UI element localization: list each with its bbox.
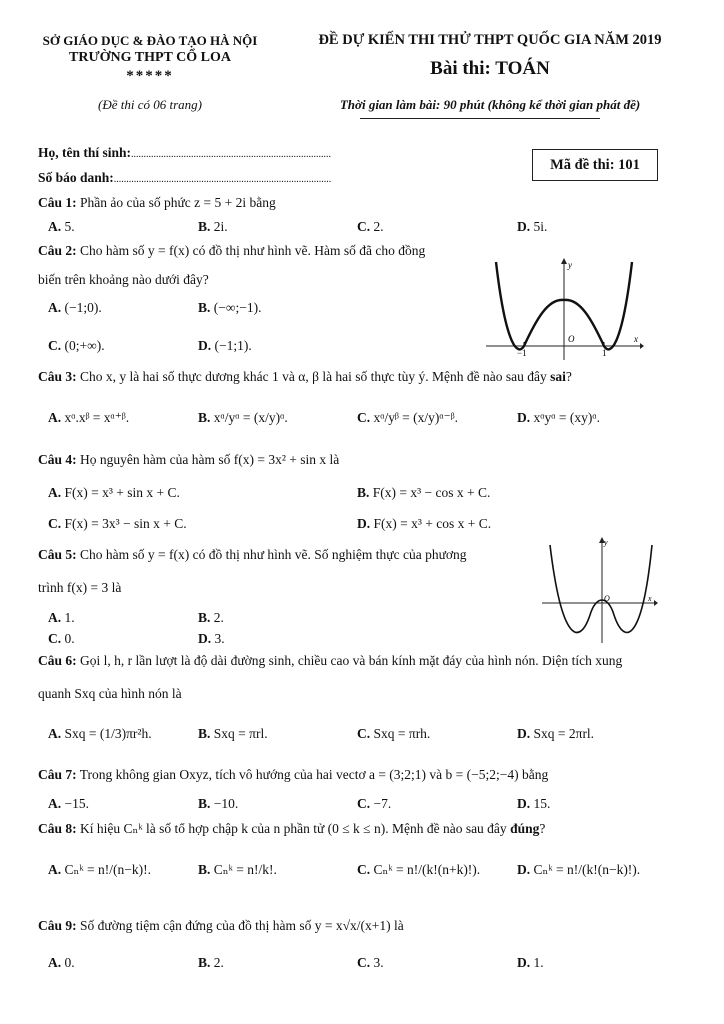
option-value: 2. bbox=[210, 955, 224, 970]
origin-label: O bbox=[568, 334, 575, 344]
q4-option-b[interactable] bbox=[357, 485, 490, 501]
option-letter: D. bbox=[517, 410, 531, 425]
q3-option-a[interactable] bbox=[48, 410, 129, 426]
x-axis-arrow bbox=[640, 343, 644, 349]
option-value: (−∞;−1). bbox=[210, 300, 262, 315]
question-number: Câu 8: bbox=[38, 821, 77, 836]
question-number: Câu 2: bbox=[38, 243, 77, 258]
question-number: Câu 5: bbox=[38, 547, 77, 562]
option-letter: D. bbox=[517, 219, 531, 234]
student-name-dots[interactable]: ................................................................................ bbox=[131, 149, 332, 160]
q3-option-d[interactable] bbox=[517, 410, 600, 426]
option-letter: A. bbox=[48, 955, 62, 970]
option-letter: B. bbox=[198, 726, 211, 741]
question-6-line2: quanh Sxq của hình nón là bbox=[38, 686, 182, 701]
student-id-dots[interactable]: ....................................................................................... bbox=[113, 174, 332, 185]
option-letter: B. bbox=[198, 300, 211, 315]
question-6 bbox=[38, 653, 622, 669]
option-value: 5. bbox=[61, 219, 75, 234]
q8-option-c[interactable] bbox=[357, 862, 480, 878]
question-4 bbox=[38, 452, 339, 468]
q9-option-c[interactable] bbox=[357, 955, 384, 971]
origin-label: O bbox=[604, 594, 610, 603]
student-name-row bbox=[38, 145, 331, 161]
option-value: Sxq = 2πrl. bbox=[530, 726, 595, 741]
question-number: Câu 7: bbox=[38, 767, 77, 782]
option-letter: C. bbox=[357, 862, 371, 877]
option-value: Sxq = (1/3)πr²h. bbox=[61, 726, 152, 741]
question-number: Câu 9: bbox=[38, 918, 77, 933]
option-value: 15. bbox=[530, 796, 551, 811]
option-letter: A. bbox=[48, 610, 62, 625]
option-value: (−1;0). bbox=[61, 300, 102, 315]
option-letter: C. bbox=[357, 796, 371, 811]
q2-option-a[interactable] bbox=[48, 300, 102, 316]
question-number: Câu 3: bbox=[38, 369, 77, 384]
option-value: 2. bbox=[370, 219, 384, 234]
option-letter: A. bbox=[48, 485, 62, 500]
q5-option-a[interactable] bbox=[48, 610, 75, 626]
option-letter: A. bbox=[48, 410, 62, 425]
option-value: F(x) = x³ + sin x + C. bbox=[61, 485, 180, 500]
option-letter: D. bbox=[198, 631, 212, 646]
q8-option-d[interactable] bbox=[517, 862, 640, 878]
time-limit: Thời gian làm bài: 90 phút (không kể thời gian phát đề) bbox=[339, 97, 641, 112]
option-letter: B. bbox=[198, 955, 211, 970]
q1-option-d[interactable] bbox=[517, 219, 547, 235]
question-text: Cho hàm số y = f(x) có đồ thị như hình vẽ. Hàm số đã cho đồng bbox=[80, 243, 426, 258]
q9-option-b[interactable] bbox=[198, 955, 224, 971]
q6-option-c[interactable] bbox=[357, 726, 430, 742]
y-label: y bbox=[568, 260, 572, 270]
dept-name: SỞ GIÁO DỤC & ĐÀO TẠO HÀ NỘI bbox=[42, 33, 258, 48]
q3-option-b[interactable] bbox=[198, 410, 288, 426]
question-9 bbox=[38, 918, 404, 934]
option-letter: B. bbox=[198, 862, 211, 877]
q2-option-b[interactable] bbox=[198, 300, 261, 316]
option-letter: C. bbox=[48, 631, 62, 646]
question-emphasis: đúng bbox=[510, 821, 540, 836]
x-label: x bbox=[648, 594, 652, 603]
option-letter: D. bbox=[517, 726, 531, 741]
question-number: Câu 1: bbox=[38, 195, 77, 210]
option-letter: A. bbox=[48, 726, 62, 741]
question-5-line2: trình f(x) = 3 là bbox=[38, 580, 122, 595]
one-label: 1 bbox=[602, 348, 607, 358]
neg-one-label: −1 bbox=[517, 348, 527, 358]
option-letter: D. bbox=[517, 955, 531, 970]
question-text: Gọi l, h, r lần lượt là độ dài đường sinh, chiều cao và bán kính mặt đáy của hình nón. Diện tích xung bbox=[80, 653, 623, 668]
q7-option-a[interactable] bbox=[48, 796, 89, 812]
q7-option-b[interactable] bbox=[198, 796, 238, 812]
option-value: 3. bbox=[370, 955, 384, 970]
q4-option-a[interactable] bbox=[48, 485, 180, 501]
q2-option-d[interactable] bbox=[198, 338, 252, 354]
question-1 bbox=[38, 195, 276, 211]
question-text: Họ nguyên hàm của hàm số f(x) = 3x² + sin x là bbox=[80, 452, 340, 467]
option-letter: D. bbox=[517, 796, 531, 811]
option-value: −15. bbox=[61, 796, 89, 811]
option-letter: C. bbox=[48, 338, 62, 353]
question-3: Câu 3: Cho x, y là hai số thực dương khác 1 và α, β là hai số thực tùy ý. Mệnh đề nào sau đây sai? bbox=[38, 369, 572, 384]
curve bbox=[550, 545, 652, 632]
question-text: Kí hiệu Cₙᵏ là số tổ hợp chập k của n phần tử (0 ≤ k ≤ n). Mệnh đề nào sau đây bbox=[80, 821, 507, 836]
option-letter: C. bbox=[48, 516, 62, 531]
option-letter: C. bbox=[357, 219, 371, 234]
question-7 bbox=[38, 767, 548, 783]
option-value: Cₙᵏ = n!/(n−k)!. bbox=[61, 862, 151, 877]
question-emphasis: sai bbox=[550, 369, 566, 384]
option-letter: B. bbox=[357, 485, 370, 500]
option-value: (0;+∞). bbox=[61, 338, 105, 353]
q1-option-a[interactable] bbox=[48, 219, 75, 235]
option-value: 1. bbox=[61, 610, 75, 625]
option-value: −10. bbox=[210, 796, 239, 811]
header-rule bbox=[360, 118, 600, 119]
option-value: xᵅ/yᵝ = (x/y)ᵅ⁻ᵝ. bbox=[370, 410, 458, 425]
option-letter: C. bbox=[357, 410, 371, 425]
q9-option-a[interactable] bbox=[48, 955, 75, 971]
option-letter: A. bbox=[48, 862, 62, 877]
option-value: Sxq = πrl. bbox=[210, 726, 268, 741]
option-value: xᵅ/yᵅ = (x/y)ᵅ. bbox=[210, 410, 288, 425]
option-value: 3. bbox=[211, 631, 225, 646]
stars: ***** bbox=[126, 68, 174, 84]
question-text: Trong không gian Oxyz, tích vô hướng của hai vectơ a = (3;2;1) và b = (−5;2;−4) bằng bbox=[79, 767, 549, 782]
y-axis-arrow bbox=[561, 258, 567, 264]
q9-option-d[interactable] bbox=[517, 955, 544, 971]
page-count: (Đề thi có 06 trang) bbox=[98, 97, 202, 112]
student-name-label: Họ, tên thí sinh: bbox=[38, 145, 132, 160]
option-letter: B. bbox=[198, 410, 211, 425]
question-number: Câu 4: bbox=[38, 452, 77, 467]
option-letter: A. bbox=[48, 796, 62, 811]
option-value: 5i. bbox=[530, 219, 548, 234]
option-letter: B. bbox=[198, 219, 211, 234]
option-value: (−1;1). bbox=[211, 338, 252, 353]
option-value: 2i. bbox=[210, 219, 228, 234]
exam-title: ĐỀ DỰ KIẾN THI THỬ THPT QUỐC GIA NĂM 2019 bbox=[318, 32, 662, 48]
question-5 bbox=[38, 547, 467, 563]
q5-option-d[interactable] bbox=[198, 631, 225, 647]
option-value: xᵅ.xᵝ = xᵅ⁺ᵝ. bbox=[61, 410, 130, 425]
option-letter: D. bbox=[517, 862, 531, 877]
option-letter: A. bbox=[48, 300, 62, 315]
option-value: −7. bbox=[370, 796, 392, 811]
x-axis-arrow bbox=[654, 600, 658, 606]
q6-option-a[interactable] bbox=[48, 726, 152, 742]
option-letter: B. bbox=[198, 796, 211, 811]
option-letter: C. bbox=[357, 955, 371, 970]
q7-option-c[interactable] bbox=[357, 796, 391, 812]
option-value: Cₙᵏ = n!/(k!(n−k)!). bbox=[530, 862, 641, 877]
q5-option-b[interactable] bbox=[198, 610, 224, 626]
subject-label: Bài thi: TOÁN bbox=[430, 58, 550, 79]
x-label: x bbox=[634, 334, 638, 344]
q2-option-c[interactable] bbox=[48, 338, 105, 354]
q6-option-d[interactable] bbox=[517, 726, 594, 742]
q5-option-c[interactable] bbox=[48, 631, 75, 647]
question-2-line2: biến trên khoảng nào dưới đây? bbox=[38, 272, 209, 287]
option-letter: D. bbox=[357, 516, 371, 531]
option-letter: C. bbox=[357, 726, 371, 741]
question-text: Phần ảo của số phức z = 5 + 2i bằng bbox=[80, 195, 276, 210]
option-value: xᵅyᵅ = (xy)ᵅ. bbox=[530, 410, 600, 425]
student-id-row bbox=[38, 170, 331, 186]
q1-option-b[interactable] bbox=[198, 219, 228, 235]
option-value: F(x) = 3x³ − sin x + C. bbox=[61, 516, 187, 531]
option-value: 0. bbox=[61, 631, 75, 646]
question-text: Cho hàm số y = f(x) có đồ thị như hình vẽ. Số nghiệm thực của phương bbox=[80, 547, 467, 562]
option-value: 2. bbox=[210, 610, 224, 625]
question-number: Câu 6: bbox=[38, 653, 77, 668]
q6-option-b[interactable] bbox=[198, 726, 268, 742]
graph-q2 bbox=[484, 258, 644, 362]
question-2 bbox=[38, 243, 425, 259]
question-text: Cho x, y là hai số thực dương khác 1 và α, β là hai số thực tùy ý. Mệnh đề nào sau đây bbox=[80, 369, 547, 384]
q3-option-c[interactable] bbox=[357, 410, 458, 426]
option-letter: B. bbox=[198, 610, 211, 625]
q8-option-a[interactable] bbox=[48, 862, 151, 878]
option-value: F(x) = x³ + cos x + C. bbox=[370, 516, 492, 531]
option-value: F(x) = x³ − cos x + C. bbox=[369, 485, 491, 500]
option-value: Cₙᵏ = n!/k!. bbox=[210, 862, 277, 877]
q8-option-b[interactable] bbox=[198, 862, 277, 878]
y-label: y bbox=[604, 538, 608, 547]
option-value: 1. bbox=[530, 955, 544, 970]
exam-code-box: Mã đề thi: 101 bbox=[532, 149, 658, 181]
option-value: 0. bbox=[61, 955, 75, 970]
option-value: Cₙᵏ = n!/(k!(n+k)!). bbox=[370, 862, 481, 877]
question-text: Số đường tiệm cận đứng của đồ thị hàm số y = x√x/(x+1) là bbox=[80, 918, 404, 933]
q1-option-c[interactable] bbox=[357, 219, 384, 235]
q4-option-d[interactable] bbox=[357, 516, 491, 532]
school-name: TRƯỜNG THPT CỔ LOA bbox=[69, 50, 231, 65]
q7-option-d[interactable] bbox=[517, 796, 550, 812]
q4-option-c[interactable] bbox=[48, 516, 187, 532]
student-id-label: Số báo danh: bbox=[38, 170, 114, 185]
question-8: Câu 8: Kí hiệu Cₙᵏ là số tổ hợp chập k của n phần tử (0 ≤ k ≤ n). Mệnh đề nào sau đây đúng? bbox=[38, 821, 546, 836]
graph-q5 bbox=[540, 535, 660, 645]
option-letter: A. bbox=[48, 219, 62, 234]
option-value: Sxq = πrh. bbox=[370, 726, 431, 741]
option-letter: D. bbox=[198, 338, 212, 353]
